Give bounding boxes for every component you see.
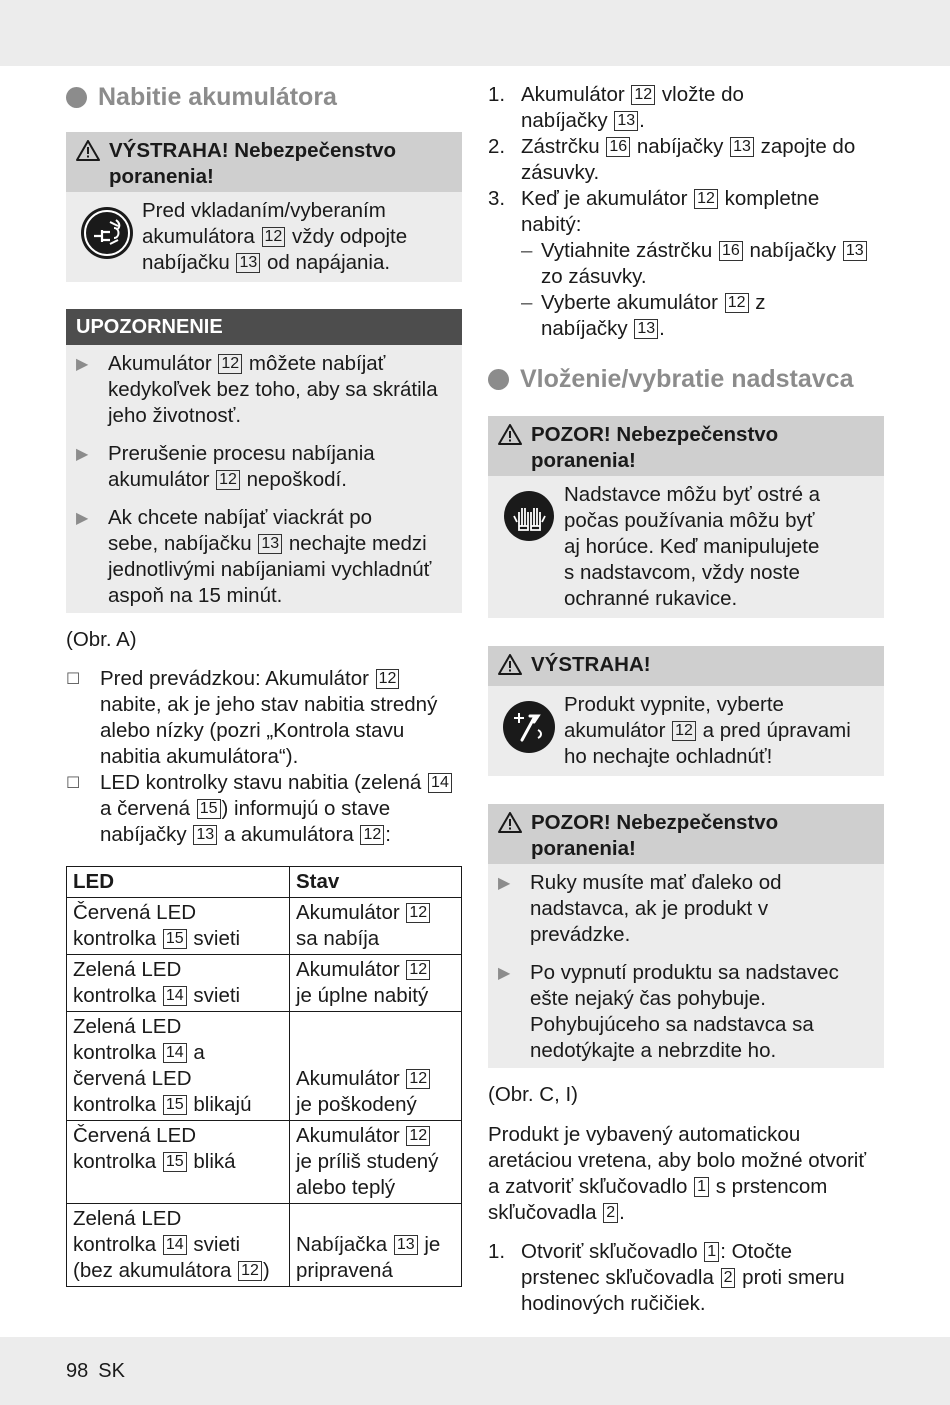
list-item-led-indicators: ☐ LED kontrolky stavu nabitia (zelená 14 a červená 15 ) informujú o stave nabíjačky 13 a akumulátora 12 : (66, 770, 462, 848)
section-heading-attachment: Vloženie/vybratie nadstavca (488, 364, 884, 394)
table-row: Zelená LED kontrolka 14 a červená LED kontrolka 15 blikajú Akumulátor 12 je poškodený (67, 1012, 462, 1121)
figure-reference: (Obr. C, I) (488, 1083, 578, 1106)
page-footer (66, 1360, 135, 1383)
caution-title: POZOR! Nebezpečenstvo poranenia! (488, 416, 884, 476)
caution-bullet-2: ▶ Po vypnutí produktu sa nadstavec ešte nejaký čas pohybuje. Pohybujúceho sa nadstavca sa nedotýkajte a nebrzdite ho. (498, 961, 839, 1062)
bullet-triangle-icon: ▶ (76, 510, 89, 527)
step-open-chuck: 1. Otvoriť skľučovadlo 1 : Otočte prstenec skľučovadla 2 proti smeru hodinových ručičiek. (488, 1240, 845, 1315)
note-bullet-2: ▶ Prerušenie procesu nabíjania akumulátor 12 nepoškodí. (76, 442, 375, 491)
warning-triangle-icon (498, 810, 531, 862)
step-1-insert-battery: 1. Akumulátor 12 vložte do nabíjačky 13 . (488, 83, 744, 132)
top-bar (0, 0, 950, 66)
warning-triangle-icon (76, 138, 109, 190)
disconnect-tool-symbol-icon (494, 692, 564, 770)
warning-body (66, 192, 462, 282)
warning-title: VÝSTRAHA! Nebezpečenstvo poranenia! (66, 132, 462, 192)
figure-reference: (Obr. A) (66, 628, 137, 651)
bullet-triangle-icon: ▶ (498, 965, 511, 982)
table-row: Červená LED kontrolka 15 svieti Akumulátor 12 sa nabíja (67, 898, 462, 955)
substep-remove-battery: – Vyberte akumulátor 12 z nabíjačky 13 . (521, 291, 766, 340)
right-column (488, 82, 884, 1317)
checkbox-bullet-icon: ☐ (66, 671, 81, 688)
warning-text: Pred vkladaním/vyberaním akumulátora 12 vždy odpojte nabíjačku 13 od napájania. (142, 199, 408, 274)
note-bullet-1: ▶ Akumulátor 12 môžete nabíjať kedykoľvek bez toho, aby sa skrátila jeho životnosť. (76, 352, 438, 427)
left-column (66, 82, 462, 1287)
spindle-lock-paragraph: Produkt je vybavený automatickou aretáciou vretena, aby bolo možné otvoriť a zatvoriť skľučovadlo 1 s prstencom skľučovadla 2 . (488, 1123, 867, 1224)
step-3-fully-charged: 3. Keď je akumulátor 12 kompletne nabitý: (488, 187, 820, 236)
table-row: Červená LED kontrolka 15 bliká Akumulátor 12 je príliš studený alebo teplý (67, 1121, 462, 1204)
column-header-status: Stav (290, 867, 462, 898)
table-header-row (67, 867, 462, 898)
section-heading-charging: Nabitie akumulátora (66, 82, 462, 112)
table-row: Zelená LED kontrolka 14 svieti Akumulátor 12 je úplne nabitý (67, 955, 462, 1012)
bullet-triangle-icon: ▶ (76, 446, 89, 463)
warning-text: Produkt vypnite, vyberte akumulátor 12 a pred úpravami ho nechajte ochladnúť! (564, 693, 851, 768)
gloves-symbol-icon (494, 482, 564, 612)
warning-body (488, 686, 884, 776)
unplug-symbol-icon (72, 198, 142, 276)
bullet-dot-icon (488, 369, 509, 390)
column-header-led: LED (67, 867, 290, 898)
table-row: Zelená LED kontrolka 14 svieti (bez akumulátora 12 ) Nabíjačka 13 je pripravená (67, 1204, 462, 1287)
warning-box-injury (66, 132, 462, 282)
bullet-triangle-icon: ▶ (498, 875, 511, 892)
list-item-charge-before-use: ☐ Pred prevádzkou: Akumulátor 12 nabite, ak je jeho stav nabitia stredný alebo nízky (pozri „Kontrola stavu nabitia akumulátora“). (66, 667, 438, 768)
page-number: 98 (66, 1360, 89, 1382)
substep-unplug: – Vytiahnite zástrčku 16 nabíjačky 13 zo zásuvky. (488, 238, 884, 290)
warning-triangle-icon (498, 422, 531, 474)
caution-title: POZOR! Nebezpečenstvo poranenia! (488, 804, 884, 864)
warning-triangle-icon (498, 652, 531, 682)
led-status-table (66, 866, 462, 1287)
checkbox-bullet-icon: ☐ (66, 775, 81, 792)
language-code: SK (98, 1360, 125, 1382)
caution-text: Nadstavce môžu byť ostré a počas používania môžu byť aj horúce. Keď manipulujete s nadstavcom, vždy noste ochranné rukavice. (564, 483, 821, 610)
step-2-plug-in: 2. Zástrčku 16 nabíjačky 13 zapojte do zásuvky. (488, 135, 856, 184)
bottom-bar (0, 1337, 950, 1405)
bullet-dot-icon (66, 87, 87, 108)
caution-box-moving-attachment (488, 804, 884, 1068)
note-box (66, 309, 462, 613)
caution-box-gloves (488, 416, 884, 618)
note-title: UPOZORNENIE (66, 309, 462, 345)
warning-title: VÝSTRAHA! (488, 646, 884, 686)
caution-bullet-1: ▶ Ruky musíte mať ďaleko od nadstavca, ak je produkt v prevádzke. (498, 871, 782, 946)
caution-body (488, 476, 884, 618)
warning-box-switch-off (488, 646, 884, 776)
bullet-triangle-icon: ▶ (76, 356, 89, 373)
note-bullet-3: ▶ Ak chcete nabíjať viackrát po sebe, nabíjačku 13 nechajte medzi jednotlivými nabíjaniami vychladnúť aspoň na 15 minút. (76, 506, 432, 607)
